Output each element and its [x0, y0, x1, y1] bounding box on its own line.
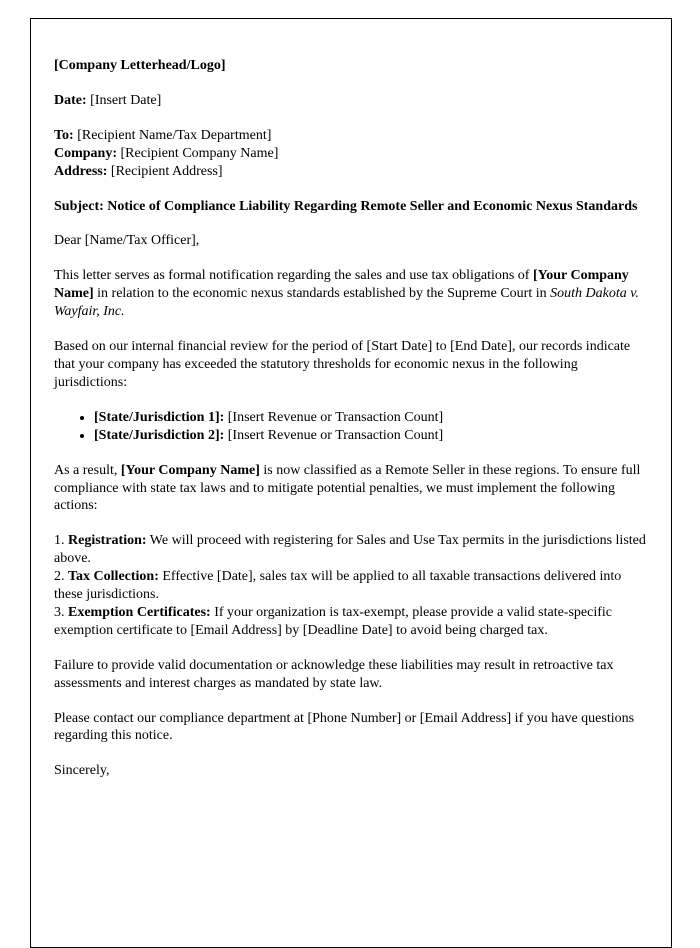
action-item-tax-collection	[54, 568, 648, 604]
intro-text-2: in relation to the economic nexus standards established by the Supreme Court in	[93, 286, 551, 302]
jurisdiction-label: [State/Jurisdiction 2]:	[94, 427, 225, 443]
action-label: Exemption Certificates:	[68, 604, 211, 620]
action-text: Effective [Date], sales tax will be applied to all taxable transactions delivered into these jurisdictions.	[54, 569, 622, 603]
paragraph-review: Based on our internal financial review for the period of [Start Date] to [End Date], our records indicate that your company has exceeded the statutory thresholds for economic nexus in the following jurisdictions:	[54, 339, 631, 390]
jurisdiction-label: [State/Jurisdiction 1]:	[94, 409, 225, 425]
action-number: 1.	[54, 533, 68, 549]
action-label: Tax Collection:	[68, 569, 159, 585]
action-list	[54, 532, 648, 639]
paragraph-result	[54, 462, 648, 516]
result-text-2: is now classified as a Remote Seller in these regions. To ensure full compliance with state tax laws and to mitigate potential penalties, we must implement the following actions:	[54, 462, 641, 514]
to-label: To:	[54, 127, 74, 143]
list-item	[94, 427, 648, 445]
company-value: [Recipient Company Name]	[120, 145, 279, 161]
paragraph-intro	[54, 267, 648, 321]
letterhead: [Company Letterhead/Logo]	[54, 58, 226, 73]
date-value: [Insert Date]	[90, 92, 162, 108]
action-text: We will proceed with registering for Sales and Use Tax permits in the jurisdictions listed above.	[54, 533, 646, 567]
action-number: 3.	[54, 604, 68, 620]
intro-company-name: [Your Company Name]	[54, 268, 629, 302]
action-number: 2.	[54, 569, 68, 585]
jurisdiction-value: [Insert Revenue or Transaction Count]	[227, 427, 444, 443]
date-line	[54, 92, 648, 110]
paragraph-failure: Failure to provide valid documentation or acknowledge these liabilities may result in retroactive tax assessments and interest charges as mandated by state law.	[54, 657, 614, 691]
closing: Sincerely,	[54, 763, 110, 779]
paragraph-contact: Please contact our compliance department at [Phone Number] or [Email Address] if you have questions regarding this notice.	[54, 710, 635, 744]
action-item-exemption-certificates	[54, 604, 648, 640]
result-text-1: As a result,	[54, 462, 121, 478]
salutation: Dear [Name/Tax Officer],	[54, 233, 200, 249]
result-company-name: [Your Company Name]	[120, 462, 260, 478]
list-item	[94, 409, 648, 427]
intro-case-citation: South Dakota v. Wayfair, Inc.	[54, 286, 639, 320]
company-line	[54, 145, 648, 163]
address-label: Address:	[54, 163, 108, 179]
recipient-block	[54, 127, 648, 181]
date-label: Date:	[54, 92, 87, 108]
address-line	[54, 163, 648, 181]
intro-text-1: This letter serves as formal notification regarding the sales and use tax obligations of	[54, 268, 533, 284]
address-value: [Recipient Address]	[110, 163, 223, 179]
company-label: Company:	[54, 145, 118, 161]
to-value: [Recipient Name/Tax Department]	[77, 127, 272, 143]
letter-page	[30, 18, 672, 948]
jurisdiction-value: [Insert Revenue or Transaction Count]	[227, 409, 444, 425]
action-label: Registration:	[68, 533, 147, 549]
action-text: If your organization is tax-exempt, please provide a valid state-specific exemption certificate to [Email Address] by [Deadline Date] to avoid being charged tax.	[54, 604, 613, 638]
action-item-registration	[54, 532, 648, 568]
to-line	[54, 127, 648, 145]
subject-line: Subject: Notice of Compliance Liability Regarding Remote Seller and Economic Nexus Standards	[54, 198, 638, 214]
jurisdiction-list	[54, 409, 648, 445]
